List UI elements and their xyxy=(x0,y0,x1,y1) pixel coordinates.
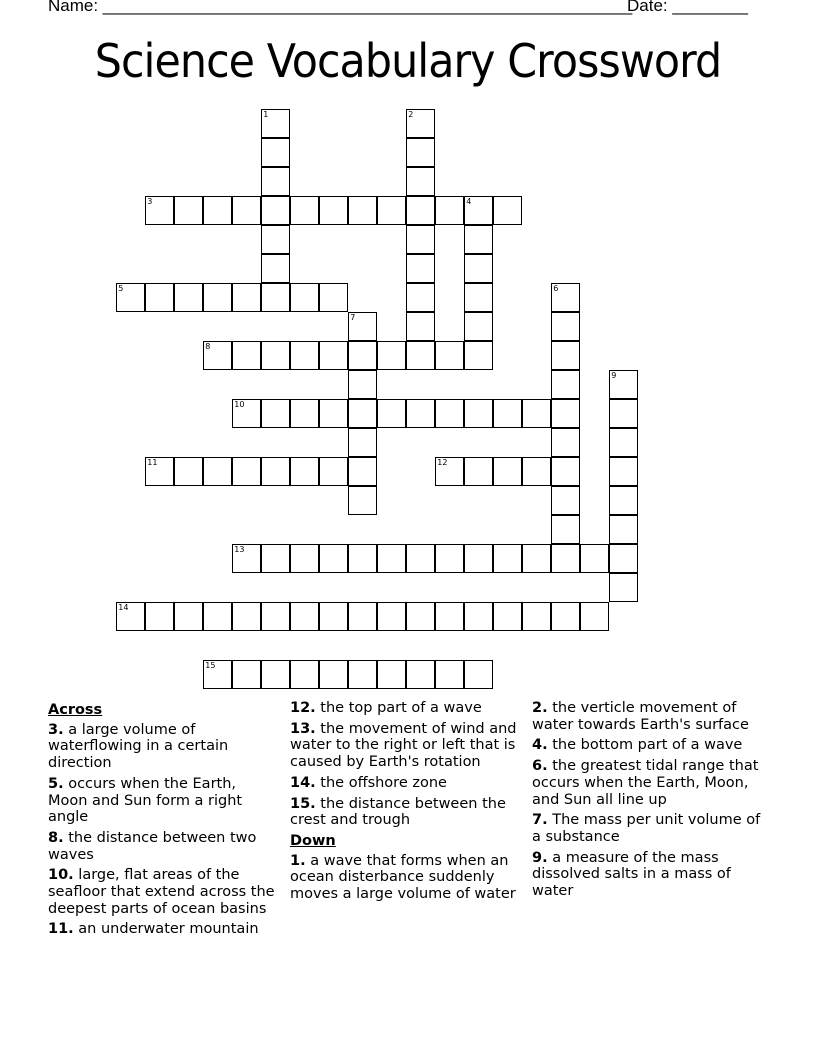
clue-across-12 xyxy=(290,700,522,717)
cell-number: 11 xyxy=(147,458,158,468)
clue-text: The mass per unit volume of a substance xyxy=(532,812,761,845)
clue-text: the movement of wind and water to the right or left that is caused by Earth's rotation xyxy=(290,720,517,771)
clue-number: 9. xyxy=(532,849,548,866)
crossword-cell[interactable] xyxy=(174,283,203,312)
crossword-cell[interactable] xyxy=(348,486,377,515)
cell-number: 12 xyxy=(437,458,448,468)
crossword-cell[interactable] xyxy=(174,457,203,486)
crossword-cell[interactable] xyxy=(377,544,406,573)
crossword-cell[interactable] xyxy=(435,341,464,370)
crossword-cell[interactable] xyxy=(261,109,290,138)
clue-across-14 xyxy=(290,775,522,792)
crossword-cell[interactable] xyxy=(609,544,638,573)
crossword-cell[interactable] xyxy=(348,341,377,370)
cell-number: 2 xyxy=(408,110,414,120)
crossword-cell[interactable] xyxy=(377,399,406,428)
crossword-cell[interactable] xyxy=(435,399,464,428)
clue-text: an underwater mountain xyxy=(78,921,259,938)
crossword-cell[interactable] xyxy=(290,283,319,312)
clue-text: a measure of the mass dissolved salts in a mass of water xyxy=(532,849,731,900)
crossword-cell[interactable] xyxy=(261,196,290,225)
crossword-cell[interactable] xyxy=(406,167,435,196)
clue-text: the offshore zone xyxy=(320,774,447,791)
crossword-cell[interactable] xyxy=(261,167,290,196)
crossword-cell[interactable] xyxy=(522,399,551,428)
crossword-cell[interactable] xyxy=(290,399,319,428)
crossword-cell[interactable] xyxy=(203,457,232,486)
crossword-cell[interactable] xyxy=(464,225,493,254)
crossword-cell[interactable] xyxy=(551,283,580,312)
crossword-cell[interactable] xyxy=(348,370,377,399)
crossword-cell[interactable] xyxy=(580,602,609,631)
clue-number: 5. xyxy=(48,775,64,792)
crossword-cell[interactable] xyxy=(406,138,435,167)
clue-text: the top part of a wave xyxy=(320,700,482,716)
crossword-cell[interactable] xyxy=(551,544,580,573)
crossword-cell[interactable] xyxy=(145,196,174,225)
clue-text: the verticle movement of water towards Earth's surface xyxy=(532,700,749,733)
crossword-cell[interactable] xyxy=(406,109,435,138)
name-field-label[interactable]: Name: ________________________________________________________ xyxy=(48,0,633,15)
clue-text: occurs when the Earth, Moon and Sun form a right angle xyxy=(48,775,243,826)
crossword-cell[interactable] xyxy=(261,254,290,283)
crossword-cell[interactable] xyxy=(609,515,638,544)
crossword-cell[interactable] xyxy=(464,341,493,370)
clue-text: a wave that forms when an ocean disterbance suddenly moves a large volume of water xyxy=(290,852,516,903)
cell-number: 9 xyxy=(611,371,617,381)
crossword-cell[interactable] xyxy=(464,602,493,631)
crossword-cell[interactable] xyxy=(609,486,638,515)
crossword-cell[interactable] xyxy=(551,602,580,631)
crossword-cell[interactable] xyxy=(551,515,580,544)
crossword-cell[interactable] xyxy=(348,312,377,341)
crossword-cell[interactable] xyxy=(174,602,203,631)
crossword-grid xyxy=(117,110,657,700)
clue-down-1 xyxy=(290,853,522,903)
crossword-cell[interactable] xyxy=(348,457,377,486)
crossword-cell[interactable] xyxy=(174,196,203,225)
cell-number: 10 xyxy=(234,400,245,410)
crossword-cell[interactable] xyxy=(319,399,348,428)
clues-column-2 xyxy=(290,700,522,907)
crossword-cell[interactable] xyxy=(406,544,435,573)
crossword-cell[interactable] xyxy=(464,544,493,573)
clue-number: 13. xyxy=(290,720,316,737)
crossword-cell[interactable] xyxy=(290,544,319,573)
crossword-cell[interactable] xyxy=(522,602,551,631)
cell-number: 4 xyxy=(466,197,472,207)
clue-number: 4. xyxy=(532,737,548,754)
crossword-cell[interactable] xyxy=(203,602,232,631)
crossword-cell[interactable] xyxy=(319,602,348,631)
clue-number: 11. xyxy=(48,921,74,938)
crossword-cell[interactable] xyxy=(377,196,406,225)
crossword-cell[interactable] xyxy=(609,428,638,457)
cell-number: 14 xyxy=(118,603,129,613)
crossword-cell[interactable] xyxy=(522,457,551,486)
crossword-cell[interactable] xyxy=(232,457,261,486)
crossword-cell[interactable] xyxy=(348,428,377,457)
crossword-cell[interactable] xyxy=(609,399,638,428)
crossword-cell[interactable] xyxy=(609,573,638,602)
crossword-cell[interactable] xyxy=(203,341,232,370)
crossword-cell[interactable] xyxy=(145,457,174,486)
clue-number: 10. xyxy=(48,867,74,884)
crossword-cell[interactable] xyxy=(116,602,145,631)
crossword-cell[interactable] xyxy=(203,660,232,689)
crossword-cell[interactable] xyxy=(203,196,232,225)
clue-number: 12. xyxy=(290,700,316,716)
crossword-cell[interactable] xyxy=(406,399,435,428)
clues-column-1 xyxy=(48,700,280,942)
clue-number: 3. xyxy=(48,721,64,738)
crossword-cell[interactable] xyxy=(319,196,348,225)
clue-text: large, flat areas of the seafloor that extend across the deepest parts of ocean basins xyxy=(48,867,275,917)
clue-text: the distance between two waves xyxy=(48,829,257,863)
crossword-cell[interactable] xyxy=(377,660,406,689)
crossword-cell[interactable] xyxy=(464,457,493,486)
crossword-cell[interactable] xyxy=(464,283,493,312)
cell-number: 7 xyxy=(350,313,356,323)
crossword-cell[interactable] xyxy=(551,312,580,341)
crossword-cell[interactable] xyxy=(493,457,522,486)
crossword-cell[interactable] xyxy=(232,283,261,312)
cell-number: 5 xyxy=(118,284,124,294)
crossword-cell[interactable] xyxy=(406,196,435,225)
date-field-label[interactable]: Date: ________ xyxy=(627,0,748,15)
crossword-cell[interactable] xyxy=(232,544,261,573)
clue-number: 6. xyxy=(532,758,548,775)
crossword-cell[interactable] xyxy=(203,283,232,312)
crossword-cell[interactable] xyxy=(493,602,522,631)
crossword-cell[interactable] xyxy=(290,602,319,631)
crossword-cell[interactable] xyxy=(435,602,464,631)
crossword-cell[interactable] xyxy=(261,138,290,167)
crossword-cell[interactable] xyxy=(348,399,377,428)
crossword-cell[interactable] xyxy=(348,544,377,573)
crossword-cell[interactable] xyxy=(145,283,174,312)
crossword-cell[interactable] xyxy=(261,399,290,428)
across-heading: Across xyxy=(48,702,103,718)
crossword-cell[interactable] xyxy=(319,283,348,312)
crossword-cell[interactable] xyxy=(232,399,261,428)
crossword-cell[interactable] xyxy=(464,254,493,283)
crossword-cell[interactable] xyxy=(348,602,377,631)
crossword-cell[interactable] xyxy=(406,225,435,254)
clue-down-9 xyxy=(532,850,764,900)
crossword-cell[interactable] xyxy=(493,399,522,428)
crossword-cell[interactable] xyxy=(435,660,464,689)
clue-number: 2. xyxy=(532,700,548,716)
clue-across-5 xyxy=(48,776,280,826)
crossword-cell[interactable] xyxy=(406,341,435,370)
crossword-cell[interactable] xyxy=(406,283,435,312)
crossword-cell[interactable] xyxy=(406,254,435,283)
crossword-cell[interactable] xyxy=(551,486,580,515)
clue-across-15 xyxy=(290,796,522,829)
crossword-cell[interactable] xyxy=(290,660,319,689)
clue-across-8 xyxy=(48,830,280,863)
clue-text: the greatest tidal range that occurs when the Earth, Moon, and Sun all line up xyxy=(532,758,759,808)
crossword-cell[interactable] xyxy=(261,341,290,370)
crossword-cell[interactable] xyxy=(406,312,435,341)
cell-number: 13 xyxy=(234,545,245,555)
crossword-cell[interactable] xyxy=(319,544,348,573)
clue-across-13 xyxy=(290,721,522,771)
cell-number: 15 xyxy=(205,661,216,671)
clue-text: a large volume of waterflowing in a certain direction xyxy=(48,721,229,772)
clue-number: 8. xyxy=(48,829,64,846)
crossword-cell[interactable] xyxy=(464,660,493,689)
crossword-cell[interactable] xyxy=(493,196,522,225)
crossword-cell[interactable] xyxy=(348,660,377,689)
crossword-cell[interactable] xyxy=(609,457,638,486)
clue-across-11 xyxy=(48,921,280,938)
crossword-cell[interactable] xyxy=(232,196,261,225)
crossword-cell[interactable] xyxy=(261,457,290,486)
clue-down-4 xyxy=(532,737,764,754)
crossword-cell[interactable] xyxy=(551,428,580,457)
crossword-cell[interactable] xyxy=(551,399,580,428)
clue-text: the distance between the crest and trough xyxy=(290,795,506,829)
cell-number: 6 xyxy=(553,284,559,294)
clue-down-2 xyxy=(532,700,764,733)
crossword-cell[interactable] xyxy=(261,544,290,573)
clues-column-3 xyxy=(532,700,764,904)
crossword-cell[interactable] xyxy=(377,602,406,631)
clue-number: 14. xyxy=(290,774,316,791)
clue-number: 15. xyxy=(290,795,316,812)
crossword-cell[interactable] xyxy=(319,341,348,370)
crossword-cell[interactable] xyxy=(319,660,348,689)
crossword-cell[interactable] xyxy=(435,544,464,573)
crossword-cell[interactable] xyxy=(435,196,464,225)
crossword-cell[interactable] xyxy=(290,457,319,486)
clue-down-6 xyxy=(532,758,764,808)
crossword-cell[interactable] xyxy=(493,544,522,573)
clue-across-3 xyxy=(48,722,280,772)
down-heading: Down xyxy=(290,832,336,849)
cell-number: 3 xyxy=(147,197,153,207)
crossword-cell[interactable] xyxy=(232,602,261,631)
crossword-cell[interactable] xyxy=(261,660,290,689)
page-title: Science Vocabulary Crossword xyxy=(94,34,722,88)
crossword-cell[interactable] xyxy=(551,370,580,399)
crossword-cell[interactable] xyxy=(145,602,174,631)
crossword-cell[interactable] xyxy=(435,457,464,486)
crossword-cell[interactable] xyxy=(116,283,145,312)
crossword-cell[interactable] xyxy=(348,196,377,225)
crossword-cell[interactable] xyxy=(551,341,580,370)
crossword-cell[interactable] xyxy=(319,457,348,486)
crossword-cell[interactable] xyxy=(406,660,435,689)
crossword-cell[interactable] xyxy=(580,544,609,573)
crossword-cell[interactable] xyxy=(464,196,493,225)
clue-number: 7. xyxy=(532,812,548,829)
cell-number: 1 xyxy=(263,110,269,120)
crossword-cell[interactable] xyxy=(232,341,261,370)
crossword-cell[interactable] xyxy=(261,602,290,631)
crossword-cell[interactable] xyxy=(464,312,493,341)
crossword-cell[interactable] xyxy=(261,283,290,312)
clue-down-7 xyxy=(532,812,764,845)
crossword-cell[interactable] xyxy=(232,660,261,689)
crossword-cell[interactable] xyxy=(464,399,493,428)
crossword-cell[interactable] xyxy=(551,457,580,486)
crossword-cell[interactable] xyxy=(261,225,290,254)
cell-number: 8 xyxy=(205,342,211,352)
clue-text: the bottom part of a wave xyxy=(552,737,743,754)
clue-number: 1. xyxy=(290,852,306,869)
crossword-cell[interactable] xyxy=(377,341,406,370)
clue-across-10 xyxy=(48,867,280,917)
crossword-cell[interactable] xyxy=(522,544,551,573)
crossword-cell[interactable] xyxy=(406,602,435,631)
crossword-cell[interactable] xyxy=(290,196,319,225)
crossword-cell[interactable] xyxy=(290,341,319,370)
crossword-cell[interactable] xyxy=(609,370,638,399)
